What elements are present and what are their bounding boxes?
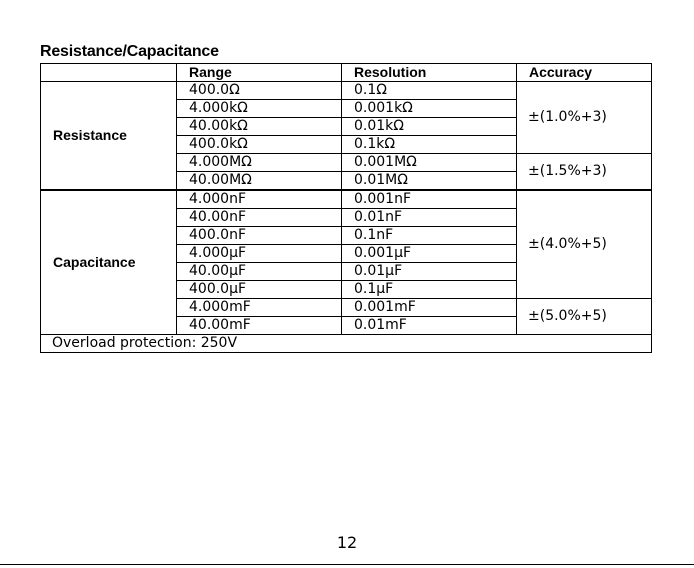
header-resolution: Resolution <box>342 64 517 82</box>
resolution-cell: 0.1Ω <box>342 82 517 100</box>
resolution-cell: 0.1µF <box>342 281 517 299</box>
resolution-cell: 0.001kΩ <box>342 100 517 118</box>
resolution-cell: 0.01µF <box>342 263 517 281</box>
range-cell: 4.000MΩ <box>177 154 342 172</box>
range-cell: 400.0µF <box>177 281 342 299</box>
range-cell: 40.00nF <box>177 209 342 227</box>
resolution-cell: 0.1nF <box>342 227 517 245</box>
table-header-row <box>41 64 652 82</box>
section-title: Resistance/Capacitance <box>40 43 219 60</box>
range-cell: 400.0kΩ <box>177 136 342 154</box>
table-footer-row <box>41 335 652 353</box>
range-cell: 400.0Ω <box>177 82 342 100</box>
range-cell: 40.00kΩ <box>177 118 342 136</box>
range-cell: 40.00MΩ <box>177 172 342 191</box>
resolution-cell: 0.001MΩ <box>342 154 517 172</box>
table-row <box>41 82 652 100</box>
header-blank <box>41 64 177 82</box>
resolution-cell: 0.001µF <box>342 245 517 263</box>
group-label-capacitance: Capacitance <box>41 190 177 335</box>
header-range: Range <box>177 64 342 82</box>
header-accuracy: Accuracy <box>517 64 652 82</box>
overload-protection-note: Overload protection: 250V <box>41 335 652 353</box>
range-cell: 400.0nF <box>177 227 342 245</box>
spec-table <box>40 63 652 353</box>
accuracy-cell: ±(1.0%+3) <box>517 82 652 154</box>
group-label-resistance: Resistance <box>41 82 177 191</box>
accuracy-cell: ±(4.0%+5) <box>517 190 652 299</box>
accuracy-cell: ±(1.5%+3) <box>517 154 652 191</box>
table-row <box>41 190 652 209</box>
range-cell: 40.00mF <box>177 317 342 335</box>
range-cell: 4.000mF <box>177 299 342 317</box>
resolution-cell: 0.01nF <box>342 209 517 227</box>
resolution-cell: 0.01kΩ <box>342 118 517 136</box>
resolution-cell: 0.01MΩ <box>342 172 517 191</box>
resolution-cell: 0.001mF <box>342 299 517 317</box>
resolution-cell: 0.001nF <box>342 190 517 209</box>
range-cell: 4.000nF <box>177 190 342 209</box>
range-cell: 4.000µF <box>177 245 342 263</box>
resolution-cell: 0.01mF <box>342 317 517 335</box>
bottom-rule <box>0 564 694 565</box>
resolution-cell: 0.1kΩ <box>342 136 517 154</box>
range-cell: 40.00µF <box>177 263 342 281</box>
range-cell: 4.000kΩ <box>177 100 342 118</box>
accuracy-cell: ±(5.0%+5) <box>517 299 652 335</box>
page-number: 12 <box>336 533 358 552</box>
